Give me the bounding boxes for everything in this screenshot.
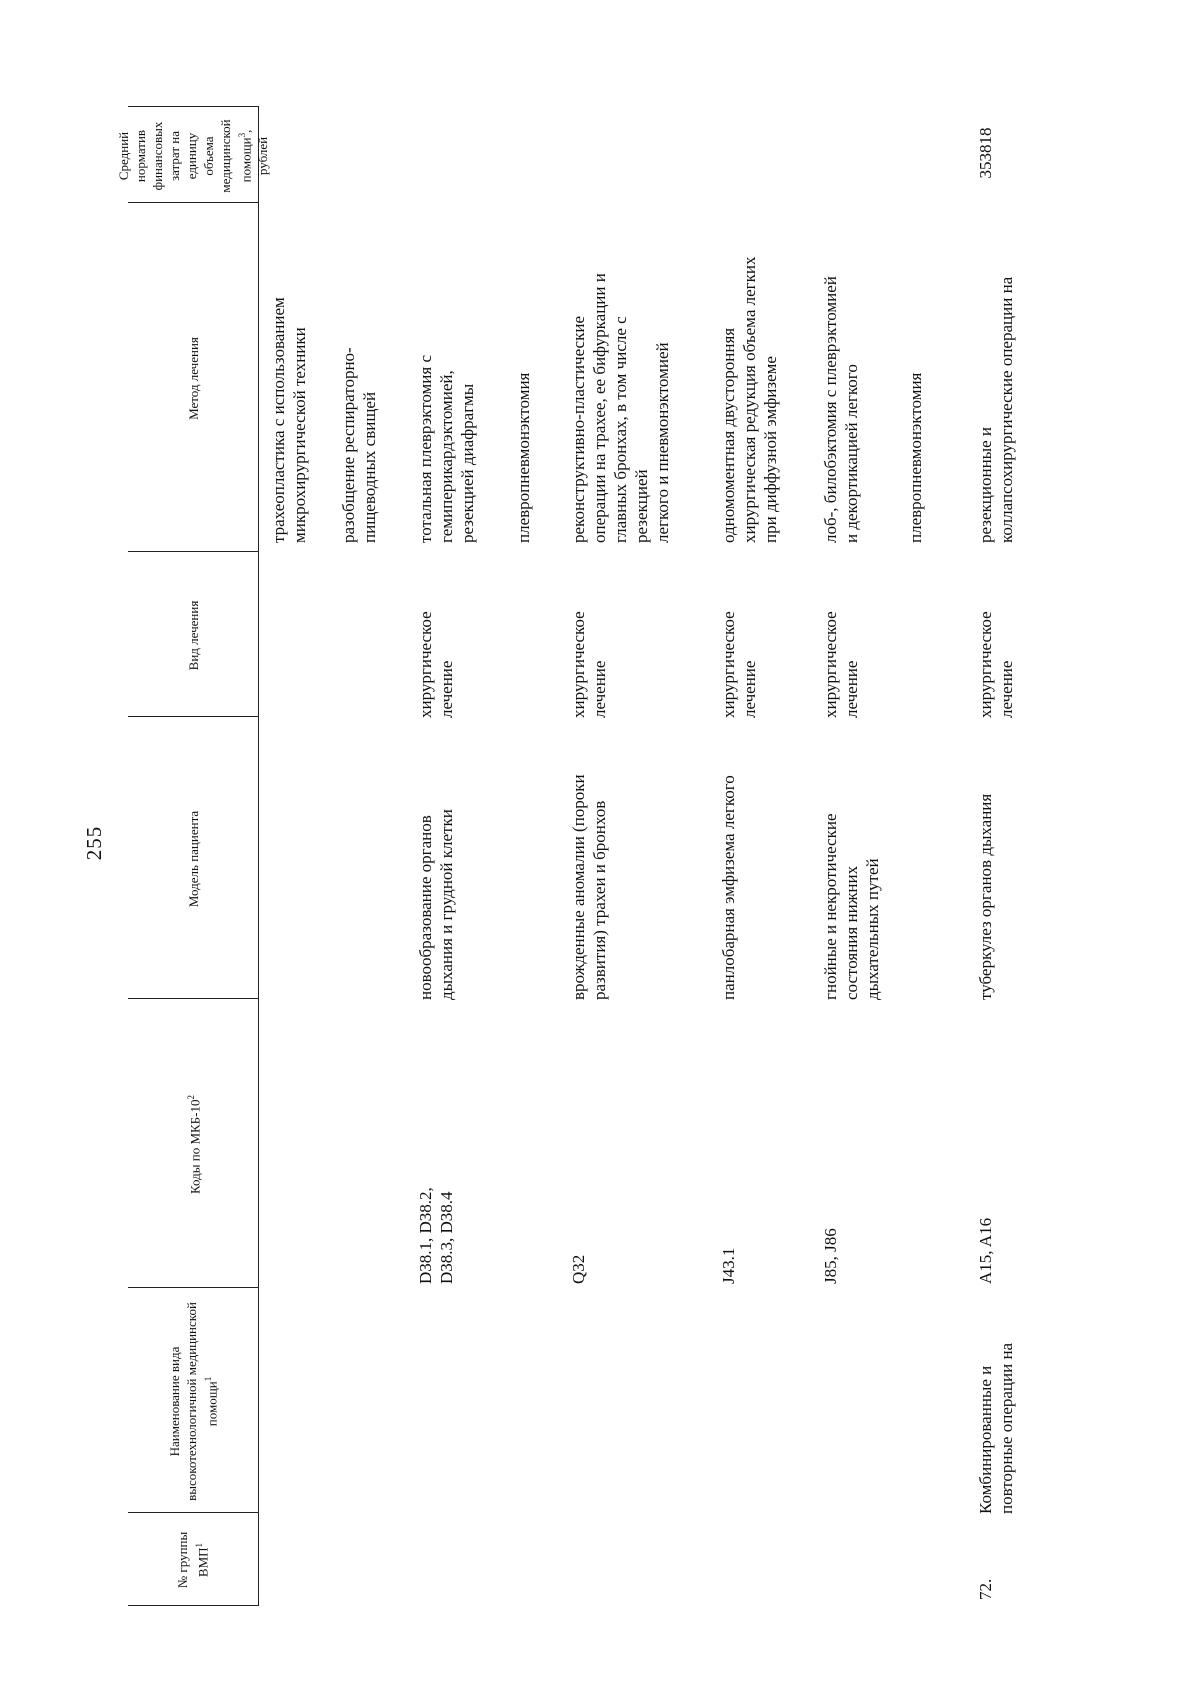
page-number: 255 [82,825,106,861]
icd-codes-cell: Q32 [569,1254,588,1284]
method-cell: тотальная плеврэктомия с гемиперикардэктомией, резекцией диафрагмы [416,354,477,543]
treatment-type-cell: хирургическое лечение [416,611,456,718]
method-cell: лоб-, билобэктомия с плеврэктомией и декортикацией легкого [821,276,861,543]
header-group-number: № группы ВМП$^1$ [175,1531,211,1589]
method-cell: разобщение респираторно- пищеводных свищей [339,347,379,543]
method-cell: трахеопластика с использованием микрохирургической техники [269,297,309,543]
patient-model-cell: туберкулез органов дыхания [976,793,995,1000]
patient-model-cell: гнойные и некротические состояния нижних дыхательных путей [821,813,882,1000]
method-cell: резекционные и коллапсохирургические операции на [976,276,1016,543]
icd-codes-cell: A15, A16 [976,1217,995,1284]
vmp-name-cell: Комбинированные и повторные операции на [976,1342,1016,1514]
patient-model-cell: врожденные аномалии (пороки развития) трахеи и бронхов [569,774,609,1000]
method-cell: одномоментная двусторонняя хирургическая редукция объема легких при диффузной эмфиземе [719,256,780,543]
method-cell: плевропневмонэктомия [906,372,925,543]
header-average-cost: Средний норматив финансовых затрат на единицу объема медицинской помощи$^3$, рублей [115,119,271,193]
header-treatment-type: Вид лечения [185,600,201,671]
treatment-type-cell: хирургическое лечение [976,611,1016,718]
patient-model-cell: панлобарная эмфизема легкого [719,775,738,1000]
method-cell: плевропневмонэктомия [514,372,533,543]
header-icd-codes: Коды по МКБ-$10^2$ [185,1095,203,1194]
average-cost-cell: 353818 [976,127,995,179]
header-treatment-method: Метод лечения [185,337,201,420]
icd-codes-cell: D38.1, D38.2, D38.3, D38.4 [416,1187,456,1284]
header-patient-model: Модель пациента [185,810,201,908]
treatment-type-cell: хирургическое лечение [569,611,609,718]
method-cell: реконструктивно-пластические операции на трахее, ее бифуркации и главных бронхах, в том числе с резекцией легкого и пневмонэктомией [569,273,672,543]
icd-codes-cell: J43.1 [719,1247,738,1284]
icd-codes-cell: J85, J86 [821,1228,840,1284]
header-vmp-name: Наименование вида высокотехнологичной медицинской помощи$^1$ [166,1302,220,1501]
group-number-cell: 72. [976,1578,995,1600]
treatment-type-cell: хирургическое лечение [821,611,861,718]
patient-model-cell: новообразование органов дыхания и грудной клетки [416,809,456,1000]
treatment-type-cell: хирургическое лечение [719,611,759,718]
